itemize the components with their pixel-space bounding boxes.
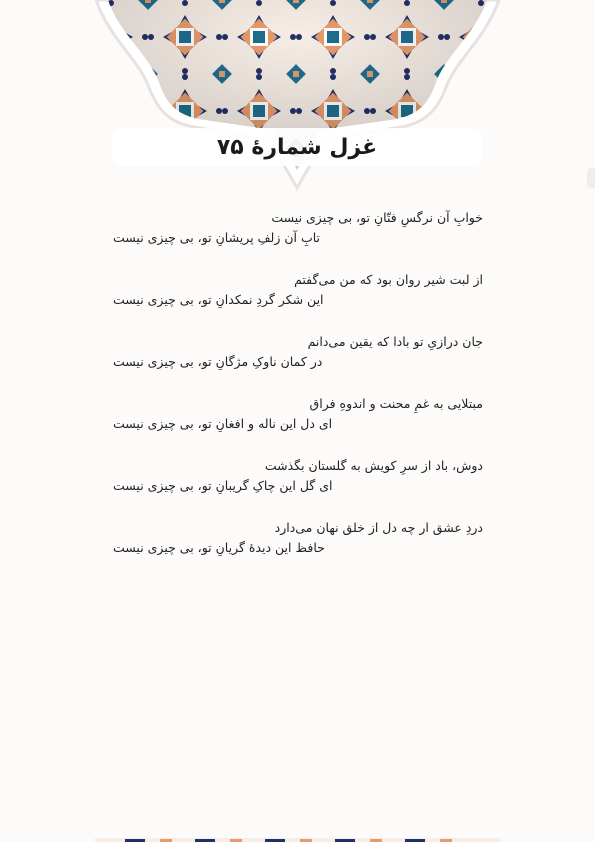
second-hemistich: [113, 414, 483, 434]
poem-body: [113, 208, 483, 580]
footer-tile-strip: [0, 836, 595, 842]
title-banner: [112, 128, 482, 166]
first-hemistich: خوابِ آن نرگسِ فتّانِ تو، بی چیزی نیست: [271, 210, 483, 225]
couplet: [113, 456, 483, 498]
second-hemistich-text: ای گل این چاکِ گریبانِ تو، بی چیزی نیست: [113, 478, 333, 493]
couplet: [113, 394, 483, 436]
second-hemistich-text: ای دل این ناله و افغانِ تو، بی چیزی نیست: [113, 416, 333, 431]
page-title: غزل شمارهٔ ۷۵: [216, 134, 378, 160]
first-hemistich: جان درازیِ تو بادا که یقین می‌دانم: [307, 334, 483, 349]
couplet: [113, 518, 483, 560]
couplet: [113, 332, 483, 374]
second-hemistich-text: این شکر گردِ نمکدانِ تو، بی چیزی نیست: [113, 292, 324, 307]
couplet: [113, 270, 483, 312]
first-hemistich: مبتلایی به غمِ محنت و اندوهِ فراق: [309, 396, 483, 411]
tile-pattern-header: [0, 0, 595, 200]
second-hemistich: [113, 476, 483, 496]
couplet: [113, 208, 483, 250]
second-hemistich-text: تابِ آن زلفِ پریشانِ تو، بی چیزی نیست: [113, 230, 321, 245]
second-hemistich: [113, 352, 483, 372]
first-hemistich: دردِ عشق ار چه دل از خلق نهان می‌دارد: [274, 520, 483, 535]
second-hemistich: [113, 290, 483, 310]
first-hemistich: دوش، باد از سرِ کویش به گلستان بگذشت: [264, 458, 483, 473]
second-hemistich: [113, 228, 483, 248]
side-tab-decoration: [587, 168, 595, 188]
second-hemistich: [113, 538, 483, 558]
first-hemistich: از لبت شیر روان بود که من می‌گفتم: [294, 272, 483, 287]
second-hemistich-text: حافظ این دیدهٔ گریانِ تو، بی چیزی نیست: [113, 540, 325, 555]
second-hemistich-text: در کمان ناوکِ مژگانِ تو، بی چیزی نیست: [113, 354, 323, 369]
